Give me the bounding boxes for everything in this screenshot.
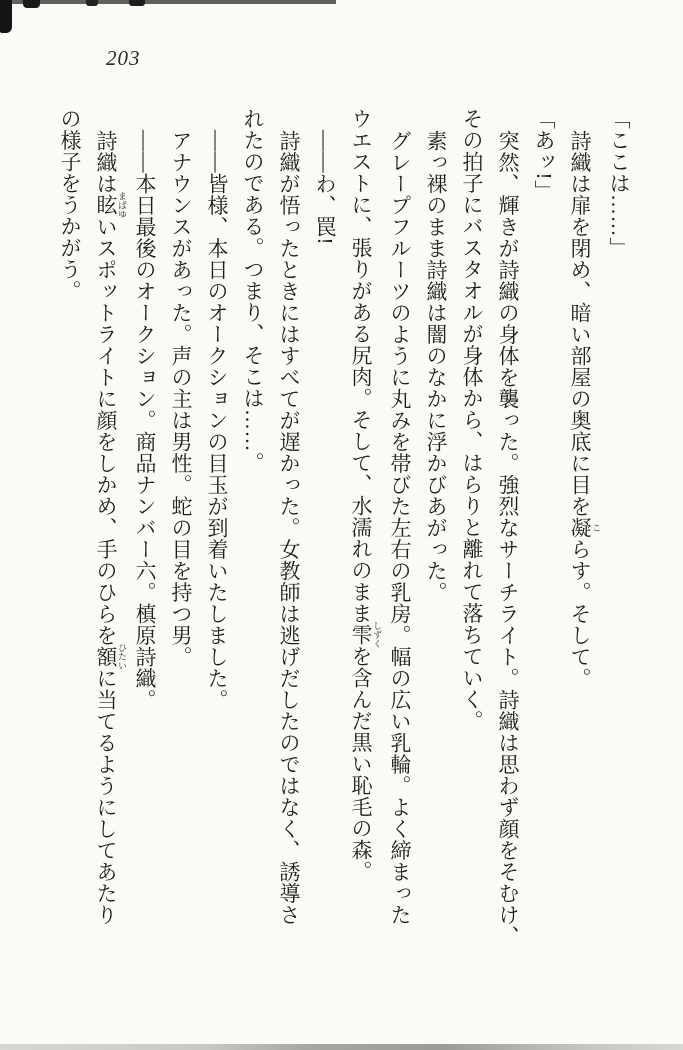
furigana-annotated-word: 額 ひたい	[94, 642, 127, 670]
text-line: 詩織が悟ったときにはすべてが遅かった。女教師は逃げだしたのではなく、誘導さ	[277, 129, 301, 925]
scan-artifact-tick	[23, 0, 40, 8]
furigana-annotated-word: 眩 まばゆ	[94, 191, 127, 219]
text-line: ——わ、罠!	[313, 129, 337, 245]
text-line: アナウンスがあった。声の主は男性。蛇の目を持つ男。	[169, 129, 193, 667]
text-line: 突然、輝きが詩織の身体を襲った。強烈なサーチライト。詩織は思わず顔をそむけ、	[496, 129, 520, 947]
text-line: その拍子にバスタオルが身体から、はらりと離れて落ちていく。	[460, 108, 484, 732]
furigana-annotated-word: 雫 しずく	[349, 621, 382, 649]
text-line: グレープフルーツのように丸みを帯びた左右の乳房。幅の広い乳輪。よく締まった	[388, 129, 412, 925]
text-line: れたのである。つまり、そこは……。	[241, 108, 265, 474]
text-line: 「ここは……」	[607, 108, 631, 259]
furigana-annotated-word: 凝 こ	[568, 516, 601, 538]
scan-artifact-top-band	[0, 0, 336, 4]
text-line: 素っ裸のまま詩織は闇のなかに浮かびあがった。	[424, 129, 448, 603]
scan-artifact-tick	[129, 0, 145, 6]
text-line: ウエストに、張りがある尻肉。そして、水濡れのまま雫 しずくを含んだ黒い恥毛の森。	[349, 108, 382, 882]
text-line: の様子をうかがう。	[58, 108, 82, 302]
scan-artifact-bottom-band	[0, 1044, 683, 1050]
text-line: ——皆様、本日のオークションの目玉が到着いたしました。	[205, 129, 229, 710]
scan-artifact-corner	[0, 0, 12, 33]
text-line: 詩織は扉を閉め、暗い部屋の奥底に目を凝 こらす。そして。	[568, 129, 601, 689]
body-text	[52, 108, 637, 960]
text-line: 詩織は眩 まばゆいスポットライトに顔をしかめ、手のひらを額 ひたいに当てるようにしてあたり	[94, 129, 127, 925]
page-number: 203	[106, 46, 141, 70]
text-line: 「あッ!」	[532, 108, 556, 202]
scan-artifact-tick	[86, 0, 98, 6]
text-line: ——本日最後のオークション。商品ナンバー六。槙原詩織。	[133, 129, 157, 710]
